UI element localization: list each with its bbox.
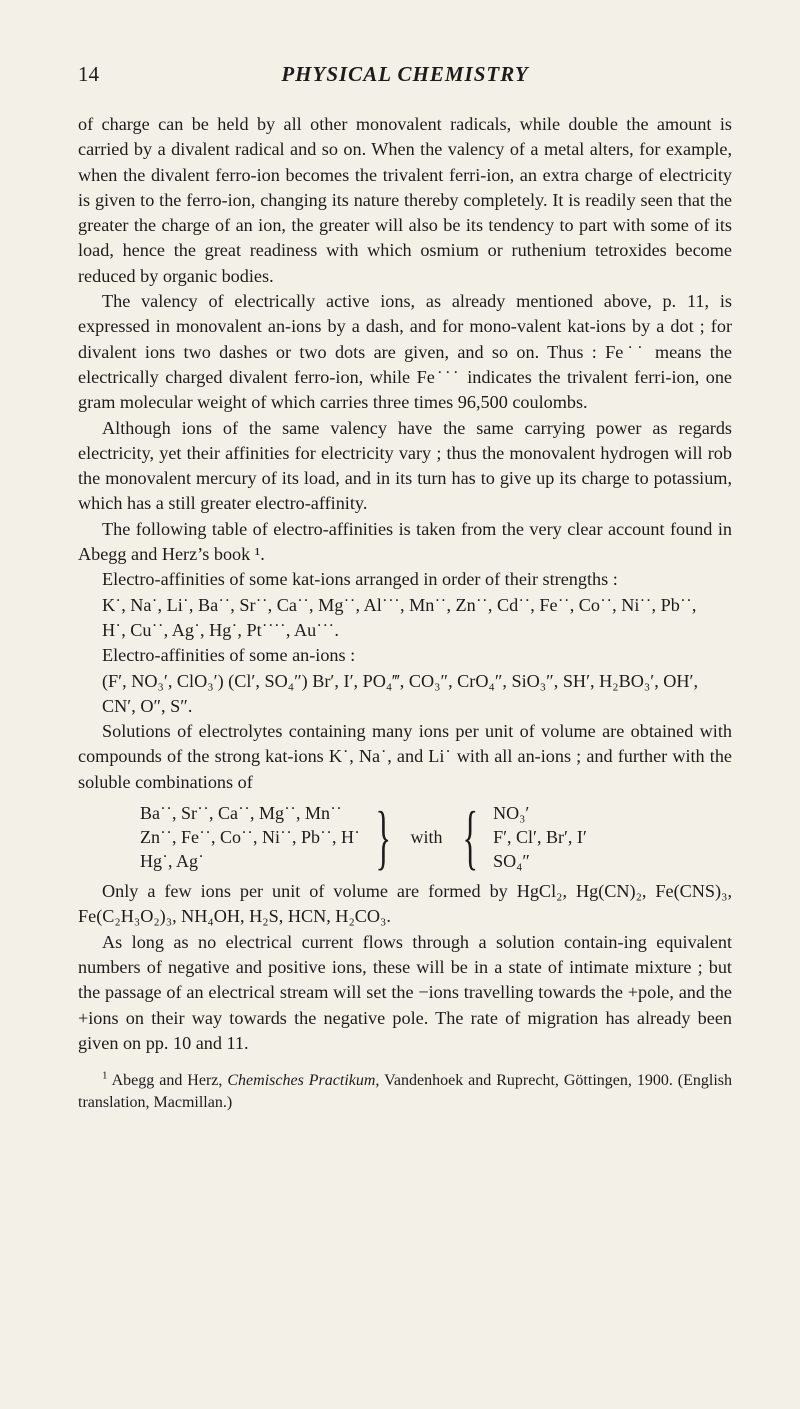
paragraph-4: The following table of electro-affinities is taken from the very clear account found in Abegg and Herz’s book ¹. — [78, 518, 732, 565]
body-text — [78, 112, 732, 1056]
anion-row: F′, Cl′, Br′, I′ — [493, 827, 587, 848]
ion-combination-table — [140, 797, 732, 878]
footnote-work-title: Chemisches Practikum, — [227, 1072, 380, 1090]
paragraph-7: Solutions of electrolytes containing many ions per unit of volume are obtained with compounds of the strong kat-ions K˙, Na˙, and Li˙ with all an-ions ; and further with the soluble combinations of — [78, 721, 732, 792]
cation-column — [140, 801, 360, 873]
right-brace-glyph: } — [375, 797, 392, 878]
paragraph-2: The valency of electrically active ions, as already mentioned above, p. 11, is expressed in monovalent an-ions by a dash, and for mono-valent kat-ions by a dot ; for divalent ions two dashes or two dots are given, and so on. Thus : Fe˙˙ means the electrically charged divalent ferro-ion, while Fe˙˙˙ indicates the trivalent ferri-ion, one gram molecular weight of which carries three times 96,500 coulombs. — [78, 291, 732, 413]
anion-row: NO₃′ — [493, 803, 530, 824]
paragraph-8: Only a few ions per unit of volume are formed by HgCl₂, Hg(CN)₂, Fe(CNS)₃, Fe(C₂H₃O₂)₃, NH₄OH, H₂S, HCN, H₂CO₃. — [78, 881, 732, 927]
kat-ion-series: K˙, Na˙, Li˙, Ba˙˙, Sr˙˙, Ca˙˙, Mg˙˙, Al˙˙˙, Mn˙˙, Zn˙˙, Cd˙˙, Fe˙˙, Co˙˙, Ni˙˙, Pb˙˙, H˙, Cu˙˙, Ag˙, Hg˙, Pt˙˙˙˙, Au˙˙˙. — [102, 594, 697, 640]
left-brace-glyph: { — [462, 797, 478, 878]
paragraph-5: Electro-affinities of some kat-ions arranged in order of their strengths : — [102, 569, 618, 590]
paragraph-3: Although ions of the same valency have the same carrying power as regards electricity, yet their affinities for electricity vary ; thus the monovalent hydrogen will rob the monovalent mercury of its load, and in its turn has to give up its charge to potassium, which has a still greater electro-affinity. — [78, 417, 732, 514]
footnote — [78, 1070, 732, 1114]
footnote-marker: 1 — [102, 1069, 108, 1082]
footnote-publisher: Vandenhoek and Ruprecht, Göttingen, 1900. (English translation, Macmillan.) — [78, 1072, 733, 1112]
footnote-authors: Abegg and Herz, — [111, 1072, 223, 1090]
book-page — [0, 62, 800, 1409]
an-ion-series: (F′, NO₃′, ClO₃′) (Cl′, SO₄″) Br′, I′, PO₄‴, CO₃″, CrO₄″, SiO₃″, SH′, H₂BO₃′, OH′, CN′, O″, S″. — [102, 670, 699, 716]
paragraph-9: As long as no electrical current flows through a solution contain-ing equivalent numbers of negative and positive ions, these will be in a state of intimate mixture ; but the passage of an electrical stream will set the −ions travelling towards the +pole, and the +ions on their way towards the negative pole. The rate of migration has already been given on pp. 10 and 11. — [78, 931, 732, 1053]
anion-row: SO₄″ — [493, 851, 530, 872]
anion-column — [493, 801, 587, 873]
cation-row: Hg˙, Ag˙ — [140, 851, 204, 872]
running-title: PHYSICAL CHEMISTRY — [281, 62, 529, 86]
page-number: 14 — [78, 62, 99, 86]
cation-row: Zn˙˙, Fe˙˙, Co˙˙, Ni˙˙, Pb˙˙, H˙ — [140, 827, 360, 848]
paragraph-6: Electro-affinities of some an-ions : — [102, 645, 356, 666]
cation-row: Ba˙˙, Sr˙˙, Ca˙˙, Mg˙˙, Mn˙˙ — [140, 803, 342, 824]
paragraph-1: of charge can be held by all other monovalent radicals, while double the amount is carried by a divalent radical and so on. When the valency of a metal alters, for example, when the divalent ferro-ion becomes the trivalent ferri-ion, an extra charge of electricity is given to the ferro-ion, changing its nature thereby completely. It is readily seen that the greater the charge of an ion, the greater will also be its tendency to part with some of its load, hence the great readiness with which osmium or ruthenium tetroxides become reduced by organic bodies. — [78, 114, 732, 286]
running-head — [78, 62, 732, 102]
brace-connector: with — [410, 827, 443, 848]
